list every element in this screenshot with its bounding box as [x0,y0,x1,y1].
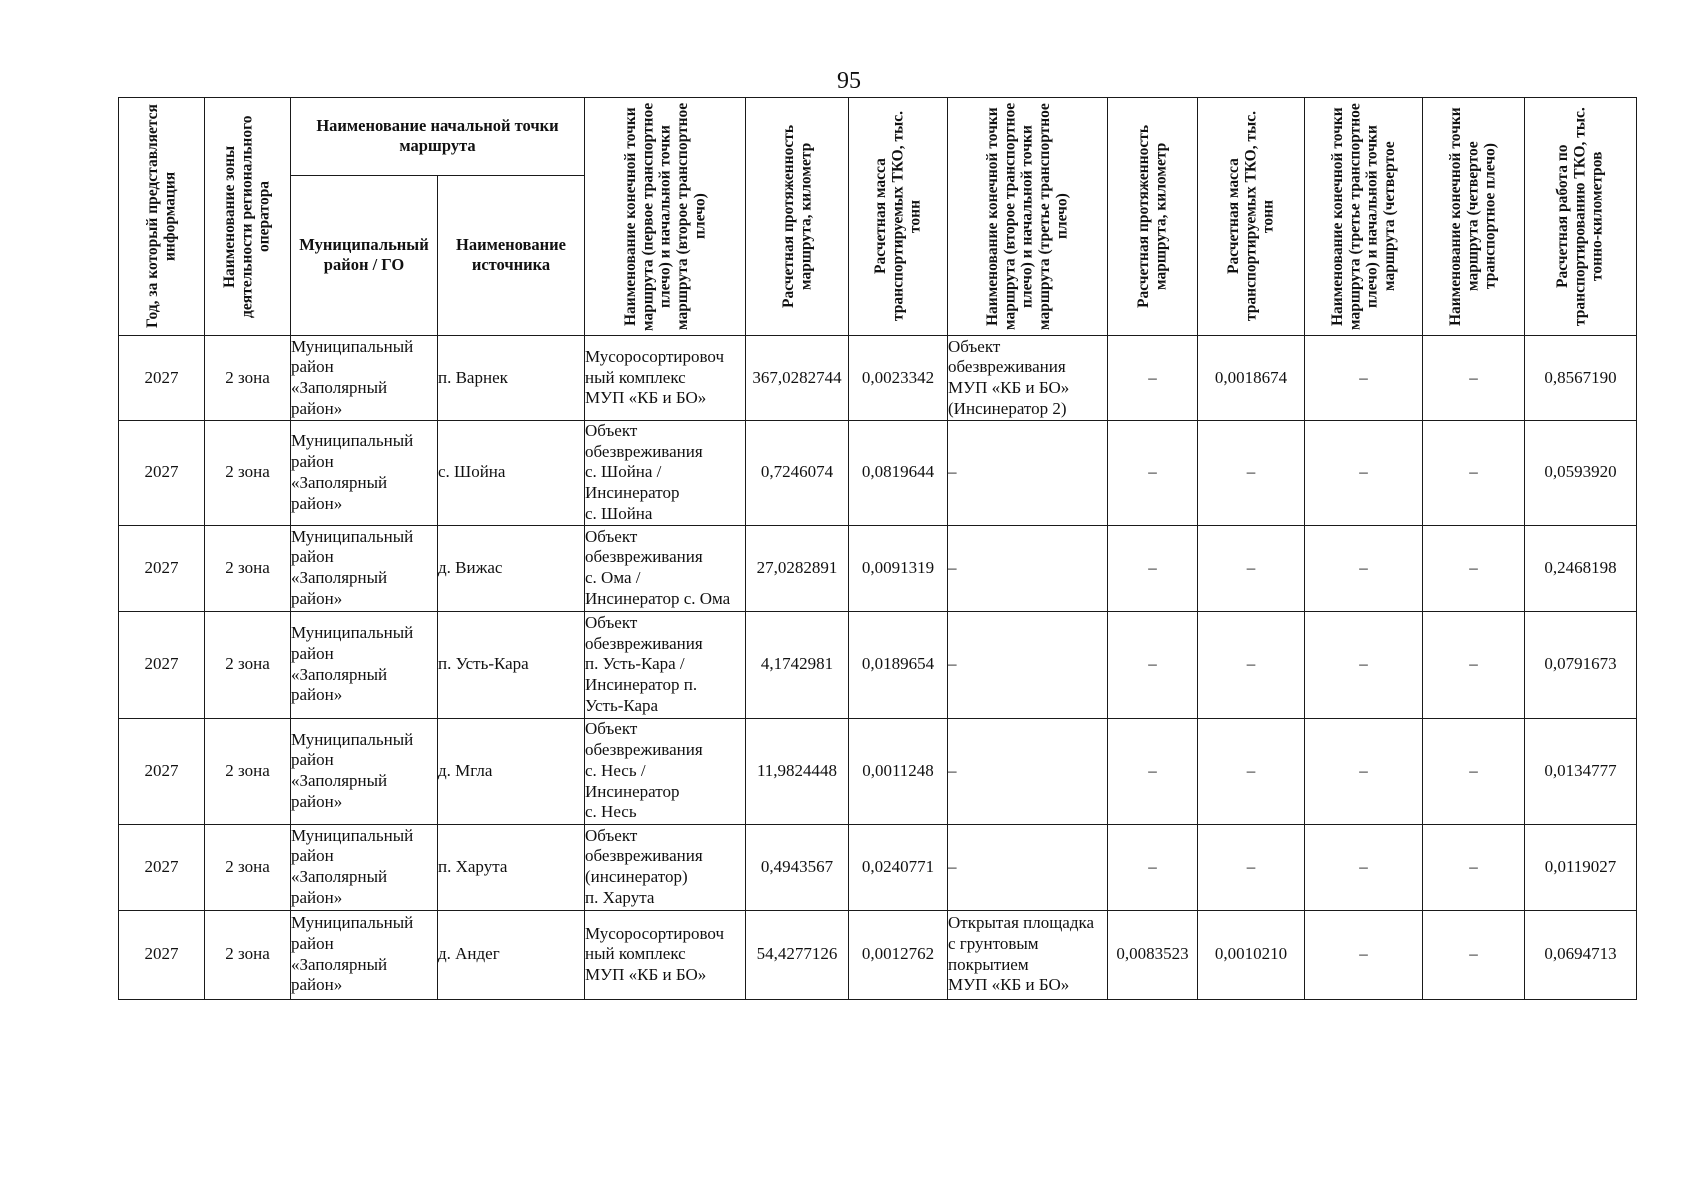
cell-mass2: – [1198,718,1305,824]
cell-end4: – [1423,421,1525,526]
cell-district: Муниципальный район «Заполярный район» [291,611,438,718]
table-row [119,718,1637,824]
cell-district: Муниципальный район «Заполярный район» [291,910,438,999]
cell-end3: – [1305,525,1423,611]
cell-end3: – [1305,336,1423,421]
cell-year: 2027 [119,718,205,824]
cell-len1: 0,4943567 [746,824,849,910]
cell-end4: – [1423,910,1525,999]
header-len1: Расчетная протяженность маршрута, километр [746,98,849,336]
cell-len1: 54,4277126 [746,910,849,999]
cell-mass2: – [1198,525,1305,611]
cell-zone: 2 зона [205,336,291,421]
header-len2: Расчетная протяженность маршрута, километр [1108,98,1198,336]
cell-len2: – [1108,824,1198,910]
cell-end4: – [1423,824,1525,910]
table-row [119,336,1637,421]
cell-end4: – [1423,525,1525,611]
cell-zone: 2 зона [205,824,291,910]
cell-mass2: 0,0018674 [1198,336,1305,421]
page-number: 95 [837,68,861,94]
cell-len2: – [1108,421,1198,526]
cell-source: с. Шойна [438,421,585,526]
cell-len2: – [1108,718,1198,824]
cell-source: д. Вижас [438,525,585,611]
cell-end3: – [1305,718,1423,824]
cell-end3: – [1305,611,1423,718]
cell-zone: 2 зона [205,611,291,718]
cell-zone: 2 зона [205,421,291,526]
cell-work: 0,0134777 [1525,718,1637,824]
cell-mass1: 0,0012762 [849,910,948,999]
cell-mass2: – [1198,824,1305,910]
cell-len1: 367,0282744 [746,336,849,421]
cell-mass1: 0,0819644 [849,421,948,526]
cell-mass2: – [1198,421,1305,526]
cell-end2: – [948,718,1108,824]
cell-len1: 27,0282891 [746,525,849,611]
cell-end2: – [948,421,1108,526]
cell-work: 0,2468198 [1525,525,1637,611]
cell-len1: 0,7246074 [746,421,849,526]
cell-end3: – [1305,910,1423,999]
header-end4: Наименование конечной точки маршрута (четвертое транспортное плечо) [1423,98,1525,336]
cell-len1: 11,9824448 [746,718,849,824]
table-row [119,525,1637,611]
cell-len2: – [1108,611,1198,718]
header-start-group: Наименование начальной точки маршрута [291,98,585,176]
cell-mass1: 0,0091319 [849,525,948,611]
cell-mass2: 0,0010210 [1198,910,1305,999]
header-source: Наименование источника [438,175,585,335]
table-row [119,421,1637,526]
cell-district: Муниципальный район «Заполярный район» [291,336,438,421]
cell-end2: – [948,824,1108,910]
cell-end1: Мусоросортировоч ный комплекс МУП «КБ и БО» [585,336,746,421]
cell-source: п. Усть-Кара [438,611,585,718]
header-work: Расчетная работа по транспортированию ТКО, тыс. тонно-километров [1525,98,1637,336]
cell-mass1: 0,0240771 [849,824,948,910]
table-row [119,611,1637,718]
cell-end3: – [1305,421,1423,526]
header-end2: Наименование конечной точки маршрута (второе транспортное плечо) и начальной точки маршрута (третье транспортное плечо) [948,98,1108,336]
cell-year: 2027 [119,525,205,611]
cell-end2: – [948,611,1108,718]
cell-end2: Открытая площадка с грунтовым покрытием МУП «КБ и БО» [948,910,1108,999]
cell-year: 2027 [119,336,205,421]
cell-end2: Объект обезвреживания МУП «КБ и БО» (Инсинератор 2) [948,336,1108,421]
cell-year: 2027 [119,910,205,999]
cell-zone: 2 зона [205,718,291,824]
table-row [119,910,1637,999]
cell-work: 0,0791673 [1525,611,1637,718]
cell-district: Муниципальный район «Заполярный район» [291,824,438,910]
cell-end2: – [948,525,1108,611]
cell-source: п. Варнек [438,336,585,421]
cell-source: п. Харута [438,824,585,910]
cell-len2: 0,0083523 [1108,910,1198,999]
cell-mass1: 0,0189654 [849,611,948,718]
header-mass1: Расчетная масса транспортируемых ТКО, тыс. тонн [849,98,948,336]
header-year: Год, за который представляется информация [119,98,205,336]
header-district: Муниципальный район / ГО [291,175,438,335]
cell-district: Муниципальный район «Заполярный район» [291,718,438,824]
cell-source: д. Мгла [438,718,585,824]
route-table [118,97,1637,1000]
cell-len1: 4,1742981 [746,611,849,718]
cell-end1: Объект обезвреживания с. Ома / Инсинератор с. Ома [585,525,746,611]
cell-zone: 2 зона [205,525,291,611]
cell-end4: – [1423,611,1525,718]
cell-zone: 2 зона [205,910,291,999]
cell-district: Муниципальный район «Заполярный район» [291,421,438,526]
cell-year: 2027 [119,421,205,526]
cell-work: 0,0593920 [1525,421,1637,526]
cell-year: 2027 [119,611,205,718]
cell-mass1: 0,0011248 [849,718,948,824]
cell-year: 2027 [119,824,205,910]
cell-source: д. Андег [438,910,585,999]
header-zone: Наименование зоны деятельности регионального оператора [205,98,291,336]
table-row [119,824,1637,910]
cell-end4: – [1423,718,1525,824]
cell-end1: Объект обезвреживания с. Несь / Инсинератор с. Несь [585,718,746,824]
cell-end1: Мусоросортировоч ный комплекс МУП «КБ и БО» [585,910,746,999]
cell-mass1: 0,0023342 [849,336,948,421]
header-mass2: Расчетная масса транспортируемых ТКО, тыс. тонн [1198,98,1305,336]
cell-work: 0,8567190 [1525,336,1637,421]
cell-district: Муниципальный район «Заполярный район» [291,525,438,611]
cell-end3: – [1305,824,1423,910]
header-row [119,98,1637,176]
cell-len2: – [1108,336,1198,421]
cell-work: 0,0119027 [1525,824,1637,910]
cell-end4: – [1423,336,1525,421]
header-end1: Наименование конечной точки маршрута (первое транспортное плечо) и начальной точки маршрута (второе транспортное плечо) [585,98,746,336]
cell-len2: – [1108,525,1198,611]
cell-end1: Объект обезвреживания (инсинератор) п. Харута [585,824,746,910]
cell-end1: Объект обезвреживания п. Усть-Кара / Инсинератор п. Усть-Кара [585,611,746,718]
cell-work: 0,0694713 [1525,910,1637,999]
cell-mass2: – [1198,611,1305,718]
header-end3: Наименование конечной точки маршрута (третье транспортное плечо) и начальной точки маршрута (четвертое [1305,98,1423,336]
cell-end1: Объект обезвреживания с. Шойна / Инсинератор с. Шойна [585,421,746,526]
